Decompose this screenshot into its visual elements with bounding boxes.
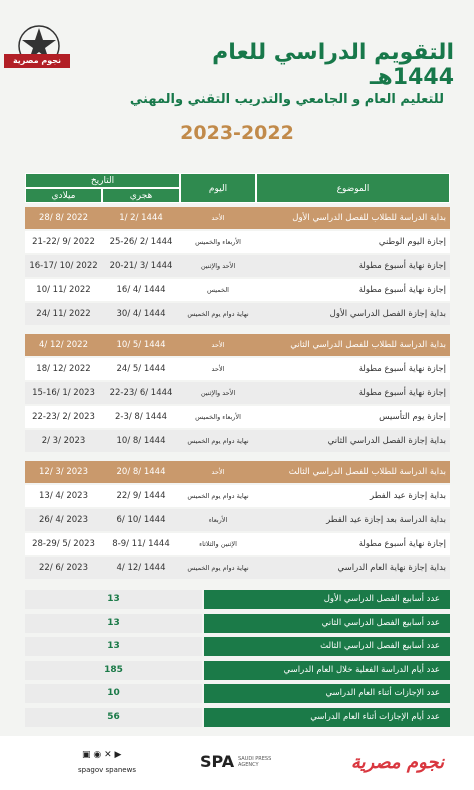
- row-gregorian: 28-29/ 5/ 2023: [32, 539, 95, 549]
- summary-label: عدد أسابيع الفصل الدراسي الثالث: [204, 637, 450, 656]
- spa-logo: SPA: [200, 752, 235, 771]
- summary-label: عدد أيام الإجازات أثناء العام الدراسي: [204, 708, 450, 727]
- summary-row: [25, 614, 450, 633]
- row-topic: إجازة نهاية أسبوع مطولة: [358, 388, 446, 398]
- footer: [0, 736, 474, 790]
- row-day: نهاية دوام يوم الخميس: [187, 310, 249, 318]
- summary-value: 13: [25, 590, 202, 609]
- row-topic: بداية إجازة نهاية العام الدراسي: [337, 563, 446, 573]
- row-hijri: 1/ 2/ 1444: [119, 213, 163, 223]
- summary-value: 185: [25, 661, 202, 680]
- header-date: التاريخ: [25, 173, 180, 188]
- summary-label: عدد أيام الدراسة الفعلية خلال العام الدراسي: [204, 661, 450, 680]
- row-gregorian: 21-22/ 9/ 2022: [32, 237, 95, 247]
- summary-label: عدد أسابيع الفصل الدراسي الثاني: [204, 614, 450, 633]
- row-topic: بداية الدراسة للطلاب للفصل الدراسي الأول: [292, 213, 446, 223]
- row-gregorian: 24/ 11/ 2022: [36, 309, 91, 319]
- row-topic: بداية إجازة الفصل الدراسي الأول: [329, 309, 446, 319]
- header-topic: الموضوع: [256, 173, 450, 203]
- row-day: الأحد: [211, 214, 225, 222]
- page-title: التقويم الدراسي للعام 1444هـ: [212, 40, 454, 90]
- row-topic: إجازة نهاية أسبوع مطولة: [358, 285, 446, 295]
- row-hijri: 4/ 12/ 1444: [116, 563, 166, 573]
- academic-year: 2023-2022: [180, 122, 294, 144]
- row-hijri: 16/ 4/ 1444: [116, 285, 166, 295]
- row-topic: إجازة يوم التأسيس: [379, 412, 446, 422]
- brand-watermark: نجوم مصرية: [350, 752, 444, 773]
- row-topic: إجازة نهاية أسبوع مطولة: [358, 261, 446, 271]
- row-gregorian: 28/ 8/ 2022: [39, 213, 88, 223]
- row-day: الأربعاء والخميس: [195, 238, 241, 246]
- row-day: الأحد: [211, 468, 225, 476]
- row-hijri: 25-26/ 2/ 1444: [109, 237, 173, 247]
- row-hijri: 10/ 5/ 1444: [116, 340, 166, 350]
- row-day: الأربعاء والخميس: [195, 413, 241, 421]
- row-hijri: 22/ 9/ 1444: [116, 491, 166, 501]
- spa-subtitle: SAUDI PRESS AGENCY: [238, 756, 272, 768]
- row-hijri: 2-3/ 8/ 1444: [114, 412, 168, 422]
- row-hijri: 24/ 5/ 1444: [116, 364, 166, 374]
- row-topic: إجازة نهاية أسبوع مطولة: [358, 364, 446, 374]
- social-icons: ▣ ◉ ✕ ▶: [82, 750, 122, 760]
- row-topic: بداية الدراسة بعد إجازة عيد الفطر: [326, 515, 446, 525]
- summary-value: 13: [25, 614, 202, 633]
- header-gregorian: ميلادي: [25, 188, 102, 203]
- row-gregorian: 2/ 3/ 2023: [41, 436, 86, 446]
- row-day: الأربعاء: [208, 516, 228, 524]
- row-hijri: 6/ 10/ 1444: [116, 515, 166, 525]
- summary-label: عدد الإجازات أثناء العام الدراسي: [204, 684, 450, 703]
- header-hijri: هجري: [102, 188, 180, 203]
- row-hijri: 22-23/ 6/ 1444: [109, 388, 173, 398]
- row-day: الأحد: [211, 365, 225, 373]
- row-hijri: 30/ 4/ 1444: [116, 309, 166, 319]
- row-topic: إجازة اليوم الوطني: [378, 237, 446, 247]
- row-gregorian: 26/ 4/ 2023: [39, 515, 88, 525]
- social-handles: spagov spanews: [78, 766, 136, 774]
- row-hijri: 10/ 8/ 1444: [116, 436, 166, 446]
- row-topic: بداية الدراسة للطلاب للفصل الدراسي الثالث: [288, 467, 446, 477]
- summary-value: 56: [25, 708, 202, 727]
- summary-row: [25, 684, 450, 703]
- logo-band: نجوم مصرية: [4, 54, 70, 68]
- row-gregorian: 4/ 12/ 2022: [39, 340, 88, 350]
- row-hijri: 8-9/ 11/ 1444: [112, 539, 170, 549]
- row-day: نهاية دوام يوم الخميس: [187, 564, 249, 572]
- header-day: اليوم: [180, 173, 256, 203]
- row-hijri: 20/ 8/ 1444: [116, 467, 166, 477]
- row-day: الأحد: [211, 341, 225, 349]
- row-day: نهاية دوام يوم الخميس: [187, 437, 249, 445]
- row-day: الأحد والإثنين: [200, 389, 236, 397]
- row-day: الأحد والإثنين: [200, 262, 236, 270]
- summary-row: [25, 637, 450, 656]
- summary-label: عدد أسابيع الفصل الدراسي الأول: [204, 590, 450, 609]
- row-gregorian: 15-16/ 1/ 2023: [32, 388, 95, 398]
- site-logo: [8, 22, 70, 80]
- row-gregorian: 22-23/ 2/ 2023: [32, 412, 95, 422]
- row-topic: بداية الدراسة للطلاب للفصل الدراسي الثاني: [290, 340, 446, 350]
- row-hijri: 20-21/ 3/ 1444: [109, 261, 173, 271]
- row-gregorian: 10/ 11/ 2022: [36, 285, 91, 295]
- row-gregorian: 16-17/ 10/ 2022: [29, 261, 98, 271]
- row-gregorian: 22/ 6/ 2023: [39, 563, 88, 573]
- row-gregorian: 18/ 12/ 2022: [36, 364, 91, 374]
- page-subtitle: للتعليم العام و الجامعي والتدريب التقني والمهني: [129, 92, 444, 107]
- row-gregorian: 12/ 3/ 2023: [39, 467, 88, 477]
- row-day: الإثنين والثلاثاء: [199, 540, 237, 548]
- row-day: نهاية دوام يوم الخميس: [187, 492, 249, 500]
- summary-row: [25, 590, 450, 609]
- summary-row: [25, 708, 450, 727]
- row-day: الخميس: [207, 286, 229, 294]
- row-topic: بداية إجازة الفصل الدراسي الثاني: [327, 436, 446, 446]
- summary-value: 13: [25, 637, 202, 656]
- row-topic: بداية إجازة عيد الفطر: [370, 491, 446, 501]
- summary-value: 10: [25, 684, 202, 703]
- row-topic: إجازة نهاية أسبوع مطولة: [358, 539, 446, 549]
- summary-row: [25, 661, 450, 680]
- row-gregorian: 13/ 4/ 2023: [39, 491, 88, 501]
